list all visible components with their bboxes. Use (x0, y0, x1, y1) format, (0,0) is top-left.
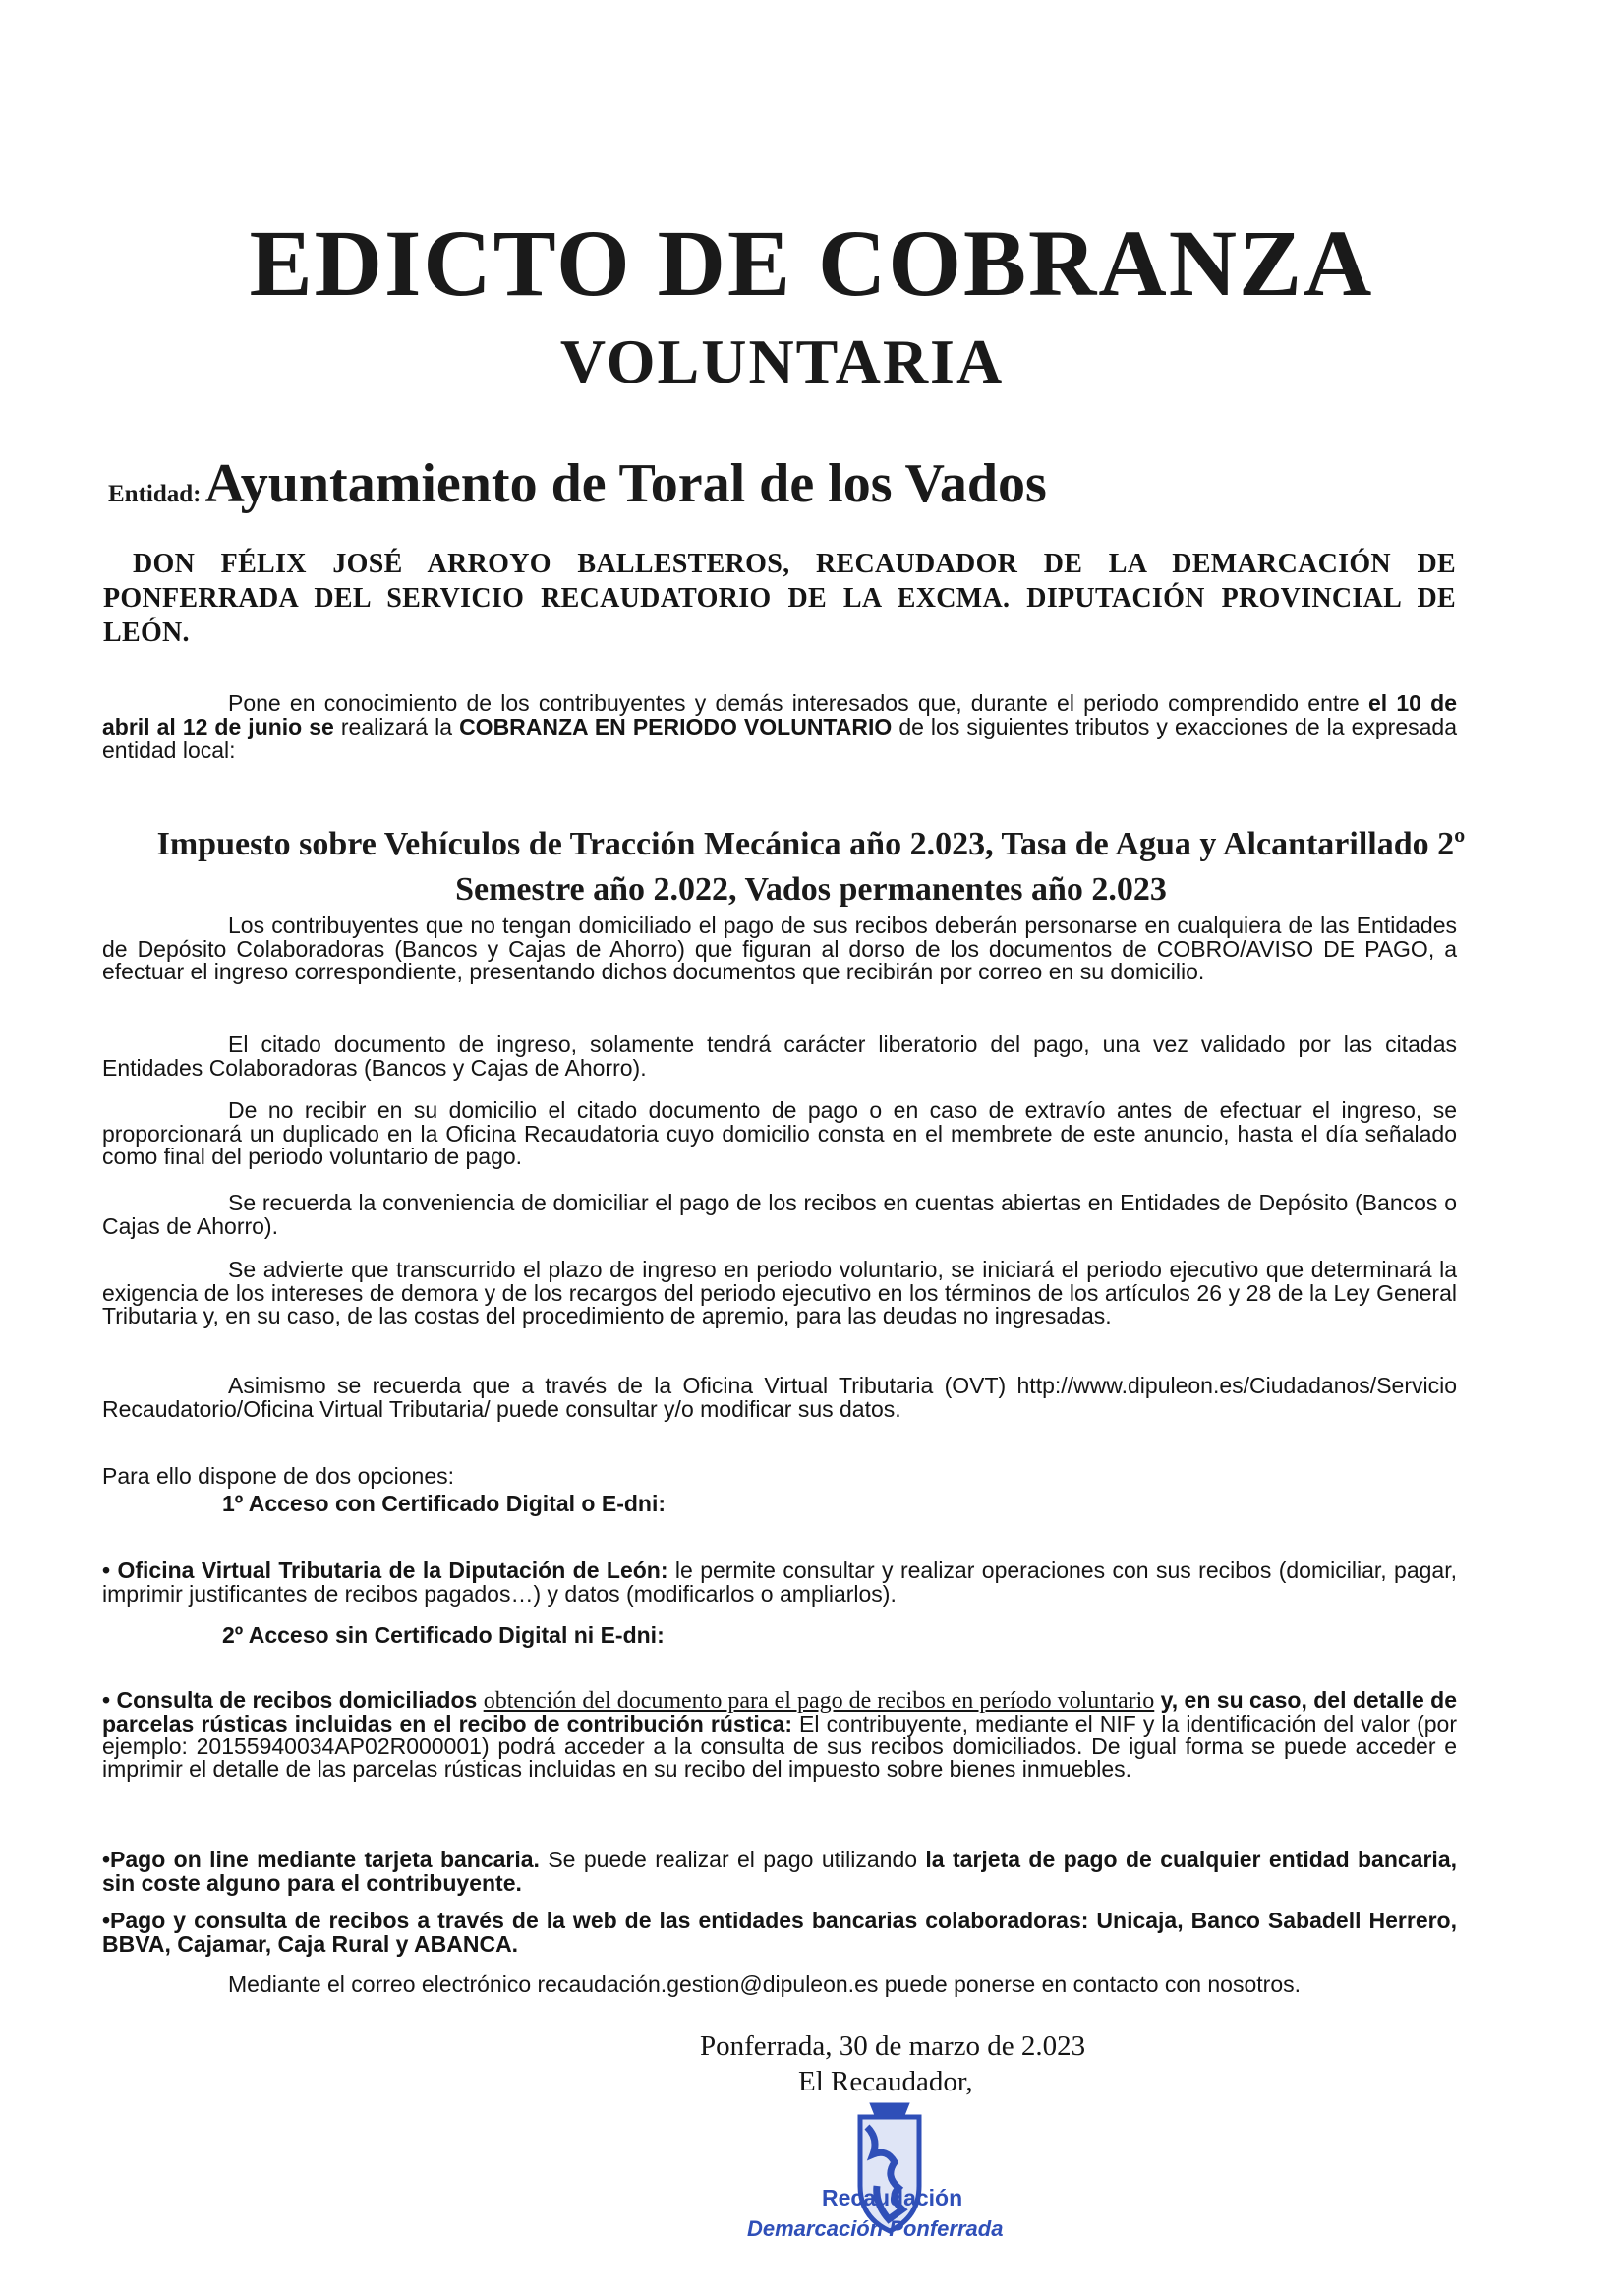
paragraph-direct-debit: Se recuerda la conveniencia de domiciliar el pago de los recibos en cuentas abiertas en Entidades de Depósito (Bancos o Cajas de Ahorro). (102, 1190, 1457, 1239)
card-payment-text: Se puede realizar el pago utilizando (539, 1847, 926, 1872)
stamp-line-2: Demarcación Ponferrada (747, 2216, 1004, 2241)
paragraph-liberatory: El citado documento de ingreso, solamente tendrá carácter liberatorio del pago, una vez validado por las citadas Entidades Colaboradoras (Bancos y Cajas de Ahorro). (102, 1031, 1457, 1081)
document-title: EDICTO DE COBRANZA (249, 210, 1374, 316)
signature-role: El Recaudador, (798, 2066, 973, 2097)
entity-name: Ayuntamiento de Toral de los Vados (204, 453, 1047, 514)
intro-text-2: realizará la (333, 714, 460, 739)
consulta-title: • Consulta de recibos domiciliados (102, 1687, 478, 1713)
contact-paragraph: Mediante el correo electrónico recaudación.gestion@dipuleon.es puede ponerse en contacto con nosotros. (228, 1972, 1301, 1997)
option1-bullet (102, 1560, 1457, 1606)
intro-text-1: Pone en conocimiento de los contribuyentes y demás interesados que, durante el periodo comprendido entre (228, 690, 1368, 716)
intro-collection: COBRANZA EN PERIODO VOLUNTARIO (459, 714, 893, 739)
paragraph-ovt: Asimismo se recuerda que a través de la Oficina Virtual Tributaria (OVT) http://www.dipuleon.es/Ciudadanos/Servicio Recaudatorio/Oficina Virtual Tributaria/ puede consultar y/o modificar sus datos. (102, 1373, 1457, 1422)
option1-bullet-text: le permite consultar y realizar operaciones con sus recibos (domiciliar, pagar, imprimir justificantes de recibos pagados…) y datos (modificarlos o ampliarlos). (102, 1558, 1457, 1607)
signature-place-date: Ponferrada, 30 de marzo de 2.023 (700, 2031, 1086, 2062)
card-payment-detail: la tarjeta de pago de cualquier entidad bancaria, sin coste alguno para el contribuyente. (102, 1847, 1457, 1896)
document-subtitle: VOLUNTARIA (559, 326, 1005, 396)
card-payment-title: •Pago on line mediante tarjeta bancaria. (102, 1847, 540, 1872)
option2-heading: 2º Acceso sin Certificado Digital ni E-dni: (222, 1622, 665, 1648)
intro-dates: el 10 de abril al 12 de junio se (102, 690, 1458, 739)
option2-bullet-consulta (102, 1689, 1457, 1781)
intro-text-3: de los siguientes tributos y exacciones de la expresada entidad local: (102, 714, 1458, 763)
option1-bullet-title: • Oficina Virtual Tributaria de la Diputación de León: (102, 1558, 668, 1583)
paragraph-enforcement: Se advierte que transcurrido el plazo de ingreso en periodo voluntario, se iniciará el periodo ejecutivo que determinará la exigencia de los intereses de demora y de los recargos del periodo ejecutivo en los términos de los artículos 26 y 28 de la Ley General Tributaria y, en su caso, de las costas del procedimiento de apremio, para las deudas no ingresadas. (102, 1257, 1457, 1328)
paragraph-options: Para ello dispone de dos opciones: (102, 1463, 455, 1489)
intro-paragraph (102, 691, 1457, 762)
option2-bullet-bank-web: •Pago y consulta de recibos a través de la web de las entidades bancarias colaboradoras: Unicaja, Banco Sabadell Herrero, BBVA, Cajamar, Caja Rural y ABANCA. (102, 1908, 1457, 1957)
consulta-underlined: obtención del documento para el pago de recibos en período voluntario (483, 1688, 1155, 1714)
paragraph-domiciliation: Los contribuyentes que no tengan domiciliado el pago de sus recibos deberán personarse en cualquiera de las Entidades de Depósito Colaboradoras (Bancos y Cajas de Ahorro) que figuran al dorso de los documentos de COBRO/AVISO DE PAGO, a efectuar el ingreso correspondiente, presentando dichos documentos que recibirán por correo en su domicilio. (102, 913, 1457, 984)
official-statement: DON FÉLIX JOSÉ ARROYO BALLESTEROS, RECAUDADOR DE LA DEMARCACIÓN DE PONFERRADA DEL SERVICIO RECAUDATORIO DE LA EXCMA. DIPUTACIÓN PROVINCIAL DE LEÓN. (103, 549, 1456, 648)
consulta-text: El contribuyente, mediante el NIF y la identificación del valor (por ejemplo: 20155940034AP02R000001) podrá acceder a la consulta de sus recibos domiciliados. De igual forma se puede acceder e imprimir el detalle de las parcelas rústicas incluidas en su recibo del impuesto sobre bienes inmuebles. (102, 1711, 1457, 1782)
entity-line (108, 452, 1047, 515)
consulta-detail-title: y, en su caso, del detalle de parcelas rústicas incluidas en el recibo de contribución rústica: (102, 1687, 1457, 1737)
tax-list: Impuesto sobre Vehículos de Tracción Mecánica año 2.023, Tasa de Agua y Alcantarillado 2º Semestre año 2.022, Vados permanentes año 2.023 (156, 826, 1466, 908)
option2-bullet-card-payment (102, 1849, 1457, 1895)
coat-of-arms-icon (860, 2105, 919, 2231)
stamp-line-1: Recaudación (822, 2185, 963, 2210)
option1-heading: 1º Acceso con Certificado Digital o E-dni: (222, 1491, 667, 1516)
entity-label: Entidad: (108, 481, 202, 507)
paragraph-duplicate: De no recibir en su domicilio el citado documento de pago o en caso de extravío antes de efectuar el ingreso, se proporcionará un duplicado en la Oficina Recaudatoria cuyo domicilio consta en el membrete de este anuncio, hasta el día señalado como final del periodo voluntario de pago. (102, 1097, 1457, 1169)
